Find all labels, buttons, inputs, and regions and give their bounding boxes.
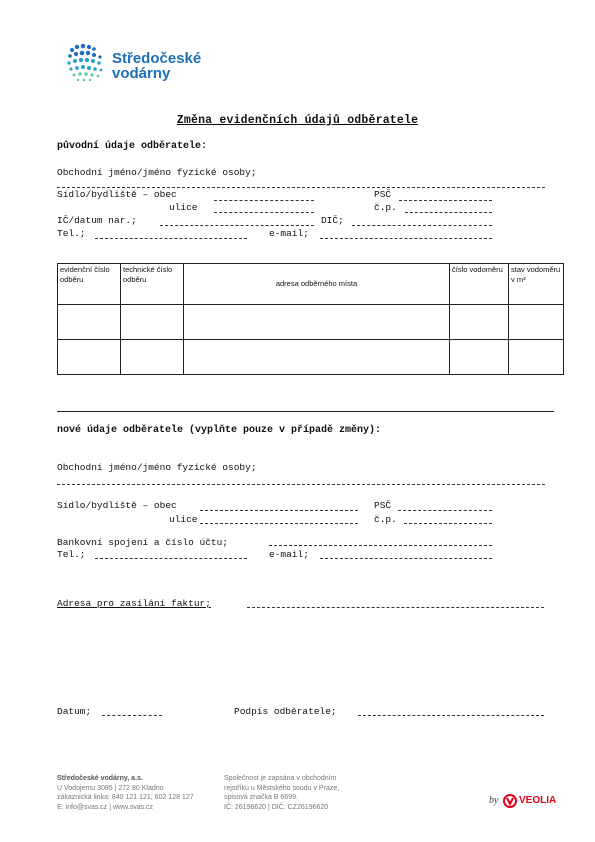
footer-registration-info: [224, 774, 339, 812]
original-street-label: ulice: [169, 202, 198, 213]
header-cell: stav vodoměru v m³: [509, 264, 564, 305]
original-heading: původní údaje odběratele:: [57, 141, 208, 152]
footer-address: U Vodojemu 3085 | 272 80 Kladno: [57, 784, 164, 792]
new-city-field[interactable]: [200, 510, 358, 511]
footer-reg-line3: spisová značka B 6699.: [224, 794, 298, 801]
table-cell[interactable]: [509, 340, 564, 375]
new-name-label: Obchodní jméno/jméno fyzické osoby;: [57, 462, 257, 473]
new-tel-label: Tel.;: [57, 549, 86, 560]
table-header-row: [58, 264, 564, 305]
new-name-field[interactable]: [57, 484, 545, 485]
footer-company-info: [57, 774, 194, 812]
table-cell[interactable]: [58, 340, 121, 375]
footer-reg-line1: Společnost je zapsána v obchodním: [224, 775, 337, 782]
veolia-brand: [489, 793, 564, 809]
logo-line2: vodárny: [112, 65, 171, 82]
header-cell: evidenční číslo odběru: [58, 264, 121, 305]
table-cell[interactable]: [121, 340, 184, 375]
brand-name: VEOLIA: [519, 795, 557, 806]
invoice-address-label: Adresa pro zasílání faktur;: [57, 598, 211, 609]
table-cell[interactable]: [58, 305, 121, 340]
original-name-label: Obchodní jméno/jméno fyzické osoby;: [57, 167, 257, 178]
new-cp-field[interactable]: [404, 523, 492, 524]
logo-line1: Středočeské: [112, 50, 202, 67]
table-row: [58, 340, 564, 375]
water-drops-icon: [64, 40, 110, 84]
footer-hotline: zákaznická linka: 840 121 121, 602 128 127: [57, 794, 194, 801]
new-psc-field[interactable]: [398, 510, 492, 511]
signature-label: Podpis odběratele;: [234, 706, 337, 717]
brand-by-text: by: [489, 795, 499, 806]
header-cell: adresa odběrného místa: [184, 264, 450, 305]
original-ic-label: IČ/datum nar.;: [57, 215, 137, 226]
original-street-field[interactable]: [214, 212, 314, 213]
original-ic-field[interactable]: [160, 225, 314, 226]
table-row: [58, 305, 564, 340]
new-heading: nové údaje odběratele (vyplňte pouze v případě změny):: [57, 425, 382, 436]
original-seat-label: Sídlo/bydliště – obec: [57, 189, 177, 200]
table-cell[interactable]: [450, 340, 509, 375]
section-divider: [57, 411, 554, 412]
new-street-label: ulice: [169, 514, 198, 525]
signature-field[interactable]: [358, 715, 544, 716]
original-city-field[interactable]: [214, 200, 314, 201]
new-bank-label: Bankovní spojení a číslo účtu;: [57, 537, 229, 548]
header-cell: technické číslo odběru: [121, 264, 184, 305]
date-label: Datum;: [57, 706, 92, 717]
original-dic-field[interactable]: [352, 225, 492, 226]
new-email-label: e-mail;: [269, 549, 309, 560]
footer-company: Středočeské vodárny, a.s.: [57, 775, 143, 782]
footer-contact: E: info@svas.cz | www.svas.cz: [57, 803, 154, 811]
original-psc-field[interactable]: [399, 200, 492, 201]
table-cell[interactable]: [509, 305, 564, 340]
original-psc-label: PSČ: [374, 189, 392, 200]
original-tel-field[interactable]: [95, 238, 247, 239]
original-email-label: e-mail;: [269, 228, 309, 239]
table-cell[interactable]: [450, 305, 509, 340]
header-cell: číslo vodoměru: [450, 264, 509, 305]
company-logo: [64, 40, 204, 84]
original-cp-label: č.p.: [374, 202, 397, 213]
original-tel-label: Tel.;: [57, 228, 86, 239]
new-email-field[interactable]: [320, 558, 492, 559]
date-field[interactable]: [102, 715, 162, 716]
new-tel-field[interactable]: [95, 558, 247, 559]
consumption-points-table: [57, 263, 564, 375]
original-name-field[interactable]: [57, 187, 545, 188]
veolia-logo-icon: [503, 794, 517, 808]
footer-reg-line4: IČ: 26196620 | DIČ: CZ26196620: [224, 803, 329, 811]
original-dic-label: DIČ;: [321, 215, 344, 226]
new-seat-label: Sídlo/bydliště – obec: [57, 500, 177, 511]
original-cp-field[interactable]: [405, 212, 492, 213]
invoice-address-field[interactable]: [247, 607, 544, 608]
new-street-field[interactable]: [200, 523, 358, 524]
table-cell[interactable]: [184, 340, 450, 375]
document-title: Změna evidenčních údajů odběratele: [176, 114, 419, 127]
table-cell[interactable]: [121, 305, 184, 340]
new-cp-label: č.p.: [374, 514, 397, 525]
footer-reg-line2: rejstříku u Městského soudu v Praze,: [224, 784, 340, 792]
new-bank-field[interactable]: [269, 545, 492, 546]
table-cell[interactable]: [184, 305, 450, 340]
new-psc-label: PSČ: [374, 500, 392, 511]
original-email-field[interactable]: [320, 238, 492, 239]
